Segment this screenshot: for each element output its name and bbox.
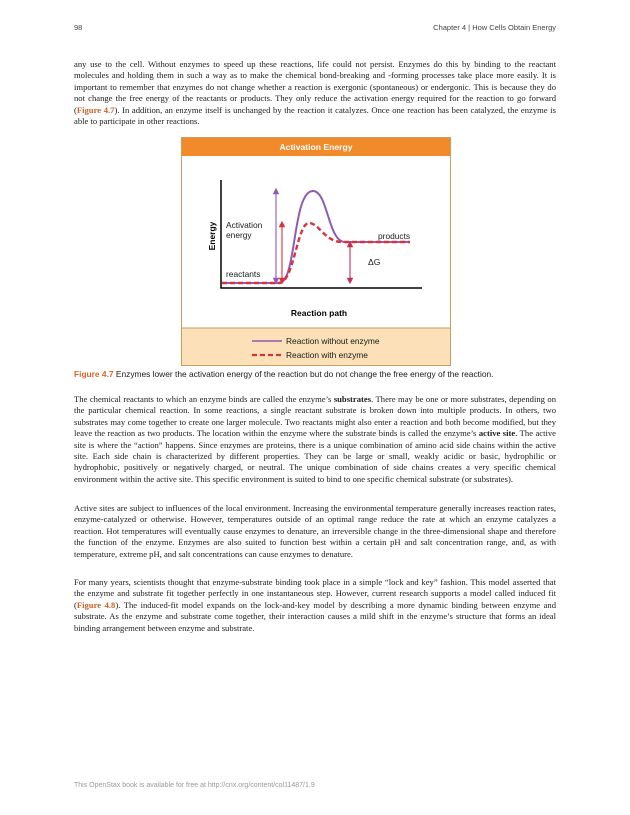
- page-number: 98: [74, 23, 83, 32]
- products-label: products: [378, 231, 411, 241]
- para4-text-b: ). The induced-fit model expands on the lock-and-key model by describing a more dynamic binding between enzyme and substrate. As the enzyme and substrate come together, their interaction causes a mild shift in the enzyme’s structure that forms an ideal binding arrangement between enzyme and substrate.: [74, 599, 557, 633]
- figure-title: Activation Energy: [182, 138, 450, 156]
- activation-energy-figure: [181, 137, 451, 366]
- energy-diagram: [182, 138, 452, 367]
- x-axis-label: Reaction path: [290, 308, 348, 318]
- para2-text-e: . The active site is where the “action” happens. Since enzymes are proteins, there is a unique combination of amino acid side chains within the active site. Each side chain is characterized by different properties. They can be large or small, weakly acidic or basic, hydrophilic or hydrophobic, positively or negatively charged, or neutral. The unique combination of side chains creates a very specific chemical environment within the active site. This specific environment is suited to bind to one specific chemical substrate (or substrates).: [74, 428, 556, 484]
- intro-text-1: any use to the cell. Without enzymes to speed up these reactions, life could not persist. Enzymes do this by binding to the reactant molecules and holding them in such a way as to make the chemical bond-breaking and -forming processes take place more easily. It is important to remember that enzymes do not change whether a reaction is exergonic (spontaneous) or endergonic. This is because they do not change the free energy of the reactants or products. They only reduce the activation energy required for the reaction to go forward (: [74, 59, 556, 115]
- legend-label-with-enzyme: Reaction with enzyme: [286, 350, 368, 360]
- para4-text-a: For many years, scientists thought that enzyme-substrate binding took place in a simple “lock and key” fashion. This model asserted that the enzyme and substrate fit together perfectly in one instantaneous step. However, current research supports a model called induced fit (: [74, 577, 556, 610]
- delta-g-label: ΔG: [368, 257, 381, 267]
- para2-text-a: The chemical reactants to which an enzyme binds are called the enzyme’s: [74, 394, 334, 404]
- intro-text-2: ). In addition, an enzyme itself is unchanged by the reaction it catalyzes. Once one reaction has been catalyzed, the enzyme is able to participate in other reactions.: [74, 104, 557, 127]
- induced-fit-paragraph: [74, 577, 556, 634]
- caption-text: Enzymes lower the activation energy of the reaction but do not change the free energy of the reaction.: [113, 369, 494, 379]
- figure-caption: [74, 369, 556, 380]
- substrates-paragraph: [74, 394, 556, 485]
- environment-paragraph: Active sites are subject to influences of the local environment. Increasing the environmental temperature generally increases reaction rates, enzyme-catalyzed or otherwise. However, temperatures outside of an optimal range reduce the rate at which an enzyme catalyzes a reaction. Hot temperatures will eventually cause enzymes to denature, an irreversible change in the three-dimensional shape and therefore the function of the enzyme. Enzymes are also suited to function best within a certain pH and salt concentration range, and, as with temperature, extreme pH, and salt concentrations can cause enzymes to denature.: [74, 503, 556, 559]
- y-axis-label: Energy: [207, 221, 217, 251]
- legend-label-without-enzyme: Reaction without enzyme: [286, 336, 380, 346]
- para2-text-c: . There may be one or more substrates, depending on the particular chemical reaction. In some reactions, a single reactant substrate is broken down into multiple products. In others, two substrates may come together to create one larger molecule. Two reactants might also enter a reaction and both become modified, but they leave the reaction as two products. The location within the enzyme where the substrate binds is called the enzyme’s: [74, 394, 556, 439]
- caption-label: Figure 4.7: [74, 369, 114, 379]
- activation-energy-label-line2: energy: [226, 230, 252, 240]
- term-active-site: active site: [478, 428, 516, 439]
- figure-4-7-link[interactable]: Figure 4.7: [76, 104, 115, 115]
- reactants-label: reactants: [226, 269, 261, 279]
- figure-4-8-link[interactable]: Figure 4.8: [76, 599, 116, 610]
- intro-paragraph: [74, 59, 556, 127]
- page-footer: This OpenStax book is available for free at http://cnx.org/content/col11487/1.9: [74, 782, 315, 789]
- activation-energy-label-line1: Activation: [226, 220, 263, 230]
- chapter-header: Chapter 4 | How Cells Obtain Energy: [433, 23, 556, 32]
- term-substrates: substrates: [333, 394, 372, 404]
